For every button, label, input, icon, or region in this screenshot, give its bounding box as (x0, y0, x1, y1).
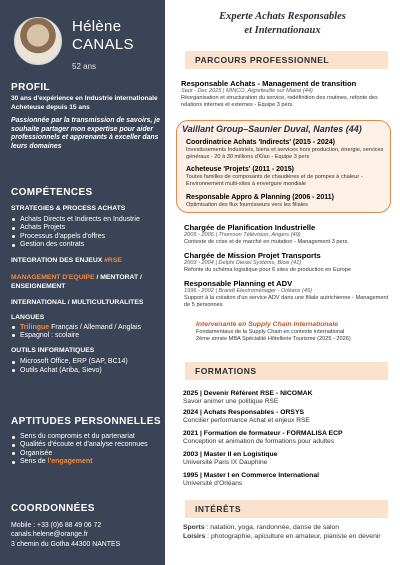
list-item: Espagnol : scolaire (11, 332, 161, 340)
competences-title: COMPÉTENCES (11, 187, 93, 198)
profile-pitch: Passionnée par la transmission de savoirs, je souhaite partager mon expertise pour aider professionnels et apprenants à exceller dans leurs domaines (11, 117, 160, 150)
profile-summary-2: Acheteuse depuis 15 ans (11, 103, 90, 111)
formation-title: 2021 | Formation de formateur - FORMALISA ECP (183, 430, 343, 437)
external-item (196, 321, 396, 343)
job-title: Acheteuse 'Projets' (2011 - 2015) (186, 166, 294, 173)
job-desc: Investissements Industriels, biens et services hors production, énergie, services généraux - 20 à 30 millions d'€/an - Equipe 3 pers (186, 147, 384, 161)
external-line-2: 2ème année MBA Spécialité Hôtellerie Tourisme (2025 - 2026) (196, 335, 351, 342)
job-title: Chargée de Mission Projet Transports (184, 251, 321, 260)
formations-header: FORMATIONS (185, 362, 388, 380)
list-item: Outils Achat (Ariba, Sievo) (11, 367, 161, 375)
headline (165, 10, 400, 37)
contact-section (11, 502, 161, 549)
external-title: Intervenante en Supply Chain Internationale (196, 321, 339, 328)
profile-photo (14, 17, 62, 65)
headline-line-1: Experte Achats Responsables (219, 11, 346, 22)
profile-summary: 30 ans d'expérience en Industrie internationale (11, 95, 158, 102)
formation-title: 1995 | Master I en Commerce International (183, 472, 320, 479)
intl-subtitle: INTERNATIONAL / MULTICULTURALITES (11, 298, 144, 306)
parcours-header: PARCOURS PROFESSIONNEL (185, 51, 388, 69)
external-line-1: Fondamentaux de la Supply Chain en contexte international (196, 329, 345, 336)
aptitude-accent: l'engagement (47, 458, 93, 466)
job-title: Chargée de Planification Industrielle (184, 223, 316, 232)
formation-item (183, 430, 393, 446)
sidebar (0, 0, 165, 565)
headline-line-2: et Internationaux (244, 24, 321, 36)
contact-title: COORDONNÉES (11, 503, 95, 514)
aptitude-prefix: Sens de (20, 458, 48, 466)
interets-content (183, 523, 393, 541)
formation-desc: Université Paris IX Dauphine (183, 459, 268, 467)
formation-item (183, 409, 393, 425)
aptitudes-list (11, 433, 161, 467)
list-item: Achats Directs et Indirects en Industrie (11, 216, 161, 224)
job-meta: 2003 - 2004 | Delphi Diesel Systems, Blois (41) (184, 260, 302, 267)
job-desc: Contexte de crise et de marché en mutation - Management 3 pers. (184, 238, 349, 245)
contact-address: 3 chemin du Gotha 44300 NANTES (11, 540, 121, 548)
loisirs-line (183, 532, 393, 541)
sports-line (183, 523, 393, 532)
rse-subtitle (11, 257, 161, 266)
formation-desc: Conception et animation de formations pour adultes (183, 438, 335, 446)
loisirs-text: : photographie, apiculture en amateur, pianiste en devenir (205, 533, 381, 541)
job-item (186, 139, 388, 161)
profile-section (11, 81, 161, 152)
list-item: Qualités d'écoute et d'analyse reconnues (11, 441, 161, 449)
job-item (184, 251, 394, 274)
mgmt-rest: / MENTORAT / ENSEIGNEMENT (11, 274, 142, 291)
aptitudes-title: APTITUDES PERSONNELLES (11, 416, 161, 427)
mgmt-accent: MANAGEMENT D'EQUIPE (11, 274, 95, 282)
mgmt-subtitle (11, 274, 161, 292)
job-item (184, 279, 394, 308)
job-title: Responsable Appro & Planning (2006 - 2011) (186, 194, 334, 201)
list-item (11, 324, 161, 332)
list-item: Organisée (11, 450, 161, 458)
job-item (186, 194, 388, 209)
formation-item (183, 390, 393, 406)
rse-prefix: INTEGRATION DES ENJEUX (11, 257, 105, 265)
strategy-list (11, 216, 161, 250)
job-item (186, 166, 388, 188)
competences-section (11, 186, 161, 375)
list-item (11, 458, 161, 466)
sports-label: Sports (183, 524, 205, 531)
job-title: Responsable Planning et ADV (184, 279, 293, 288)
aptitudes-section (11, 415, 161, 467)
job-meta: 1996 - 2002 | Brandt Electroménager - Orléans (45) (184, 288, 313, 295)
last-name: CANALS (72, 36, 134, 53)
interets-header: INTÉRÊTS (185, 500, 388, 518)
job-meta: Sept - Dec 2025 | MINCO, Aigrefeuille sur Maine (44) (181, 88, 313, 95)
first-name: Hélène (72, 18, 122, 35)
job-item (181, 79, 391, 108)
job-title: Responsable Achats - Management de transition (181, 79, 357, 88)
job-title: Coordinatrice Achats 'Indirects' (2015 - 2024) (186, 139, 335, 146)
job-desc: Réorganisation et structuration du service, redéfinition des routines, refonte des relations internes et externes - Equipe 3 pers. (181, 94, 378, 108)
list-item: Microsoft Office, ERP (SAP, BC14) (11, 358, 161, 366)
job-item (184, 223, 394, 246)
formation-desc: Concilier performance Achat et enjeux RSE (183, 417, 310, 425)
formation-title: 2003 | Master II en Logistique (183, 451, 278, 458)
list-item: Achats Projets (11, 224, 161, 232)
strategy-subtitle: STRATEGIES & PROCESS ACHATS (11, 205, 126, 212)
list-item: Processus d'appels d'offres (11, 233, 161, 241)
job-desc: Optimisation des flux fournisseurs vers les filiales (186, 202, 308, 209)
formation-title: 2025 | Devenir Référent RSE - NICOMAK (183, 390, 313, 397)
formation-title: 2024 | Achats Responsables - ORSYS (183, 409, 305, 416)
lang-accent: Trilingue (20, 323, 50, 331)
list-item: Gestion des contrats (11, 241, 161, 249)
tools-list (11, 358, 161, 375)
profile-title: PROFIL (11, 82, 51, 93)
formation-item (183, 472, 393, 488)
age: 52 ans (72, 62, 97, 71)
langues-subtitle: LANGUES (11, 313, 45, 321)
contact-mobile: Mobile : +33 (0)6 88 49 06 72 (11, 522, 102, 529)
job-meta: 2005 - 2006 | Thomson Télévision, Angers (49) (184, 232, 301, 239)
job-desc: Support à la création d'un service ADV dans une filiale autrichienne - Management de 5 personnes (184, 294, 389, 308)
sports-text: : natation, yoga, randonnée, danse de salon (204, 524, 340, 531)
formation-desc: Savoir animer une politique RSE (183, 398, 279, 406)
lang-rest: Français / Allemand / Anglais (49, 323, 141, 331)
formation-desc: Université d'Orléans (183, 480, 243, 488)
list-item: Sens du compromis et du partenariat (11, 433, 161, 441)
vaillant-title: Vaillant Group–Saunier Duval, Nantes (44) (182, 124, 362, 134)
formation-item (183, 451, 393, 467)
job-desc: Refonte du schéma logistique pour 6 sites de production en Europe (184, 266, 351, 273)
contact-email[interactable]: canals.helene@orange.fr (11, 531, 89, 539)
job-desc: Toutes familles de composants de chaudières et de pompes à chaleur - Environnement multi-sites à envergure mondiale (186, 174, 363, 188)
langues-list (11, 324, 161, 341)
loisirs-label: Loisirs (183, 533, 206, 541)
rse-accent: #RSE (104, 257, 122, 265)
tools-subtitle: OUTILS INFORMATIQUES (11, 347, 95, 355)
